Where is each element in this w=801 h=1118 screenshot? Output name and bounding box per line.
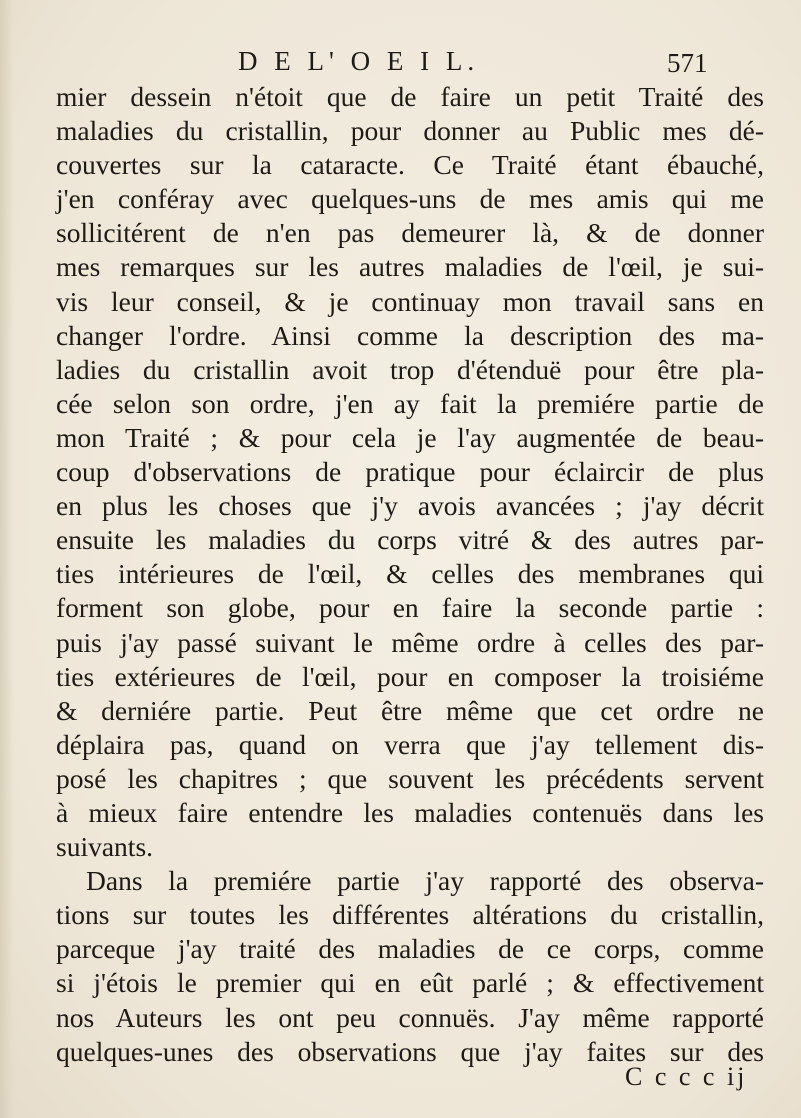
body-text (56, 80, 764, 1069)
text-line: mon Traité ; & pour cela je l'ay augmentée de beau- (56, 421, 764, 453)
text-line: nos Auteurs les ont peu connuës. J'ay même rapporté (56, 1001, 764, 1033)
text-line: sollicitérent de n'en pas demeurer là, & de donner (56, 217, 764, 249)
text-line: si j'étois le premier qui en eût parlé ; & effectivement (56, 967, 764, 999)
text-line: parceque j'ay traité des maladies de ce corps, comme (56, 933, 764, 965)
text-line: Dans la premiére partie j'ay rapporté des observa- (86, 865, 764, 897)
text-line: déplaira pas, quand on verra que j'ay tellement dis- (56, 728, 764, 760)
text-line: ties intérieures de l'œil, & celles des membranes qui (56, 558, 764, 590)
text-line: suivants. (56, 831, 154, 863)
paragraph-1 (56, 80, 764, 864)
text-line: puis j'ay passé suivant le même ordre à celles des par- (56, 626, 764, 658)
text-line: ladies du cristallin avoit trop d'étenduë pour être pla- (56, 353, 764, 385)
text-line: en plus les choses que j'y avois avancées ; j'ay décrit (56, 490, 764, 522)
text-line: & derniére partie. Peut être même que cet ordre ne (56, 694, 764, 726)
text-line: j'en conféray avec quelques-uns de mes amis qui me (56, 183, 764, 215)
text-line: à mieux faire entendre les maladies contenuës dans les (56, 796, 764, 828)
running-head: D E L' O E I L. (238, 46, 480, 76)
text-line: couvertes sur la cataracte. Ce Traité étant ébauché, (56, 149, 764, 181)
text-line: maladies du cristallin, pour donner au Public mes dé- (56, 115, 764, 147)
text-line: mes remarques sur les autres maladies de l'œil, je sui- (56, 251, 764, 283)
text-line: posé les chapitres ; que souvent les précédents servent (56, 762, 764, 794)
binding-shadow (0, 0, 14, 1118)
text-line: quelques-unes des observations que j'ay faites sur des (56, 1035, 764, 1067)
page-number: 571 (667, 48, 708, 78)
text-line: vis leur conseil, & je continuay mon travail sans en (56, 285, 764, 317)
text-line: tions sur toutes les différentes altérations du cristallin, (56, 899, 764, 931)
text-line: coup d'observations de pratique pour éclaircir de plus (56, 456, 764, 488)
text-line: cée selon son ordre, j'en ay fait la premiére partie de (56, 387, 764, 419)
signature-mark: C c c c ij (625, 1062, 748, 1091)
text-line: mier dessein n'étoit que de faire un petit Traité des (56, 81, 764, 112)
paragraph-2 (56, 864, 764, 1069)
text-line: ensuite les maladies du corps vitré & des autres par- (56, 524, 764, 556)
text-line: forment son globe, pour en faire la seconde partie : (56, 592, 764, 624)
text-line: ties extérieures de l'œil, pour en composer la troisiéme (56, 660, 764, 692)
text-line: changer l'ordre. Ainsi comme la description des ma- (56, 319, 764, 351)
